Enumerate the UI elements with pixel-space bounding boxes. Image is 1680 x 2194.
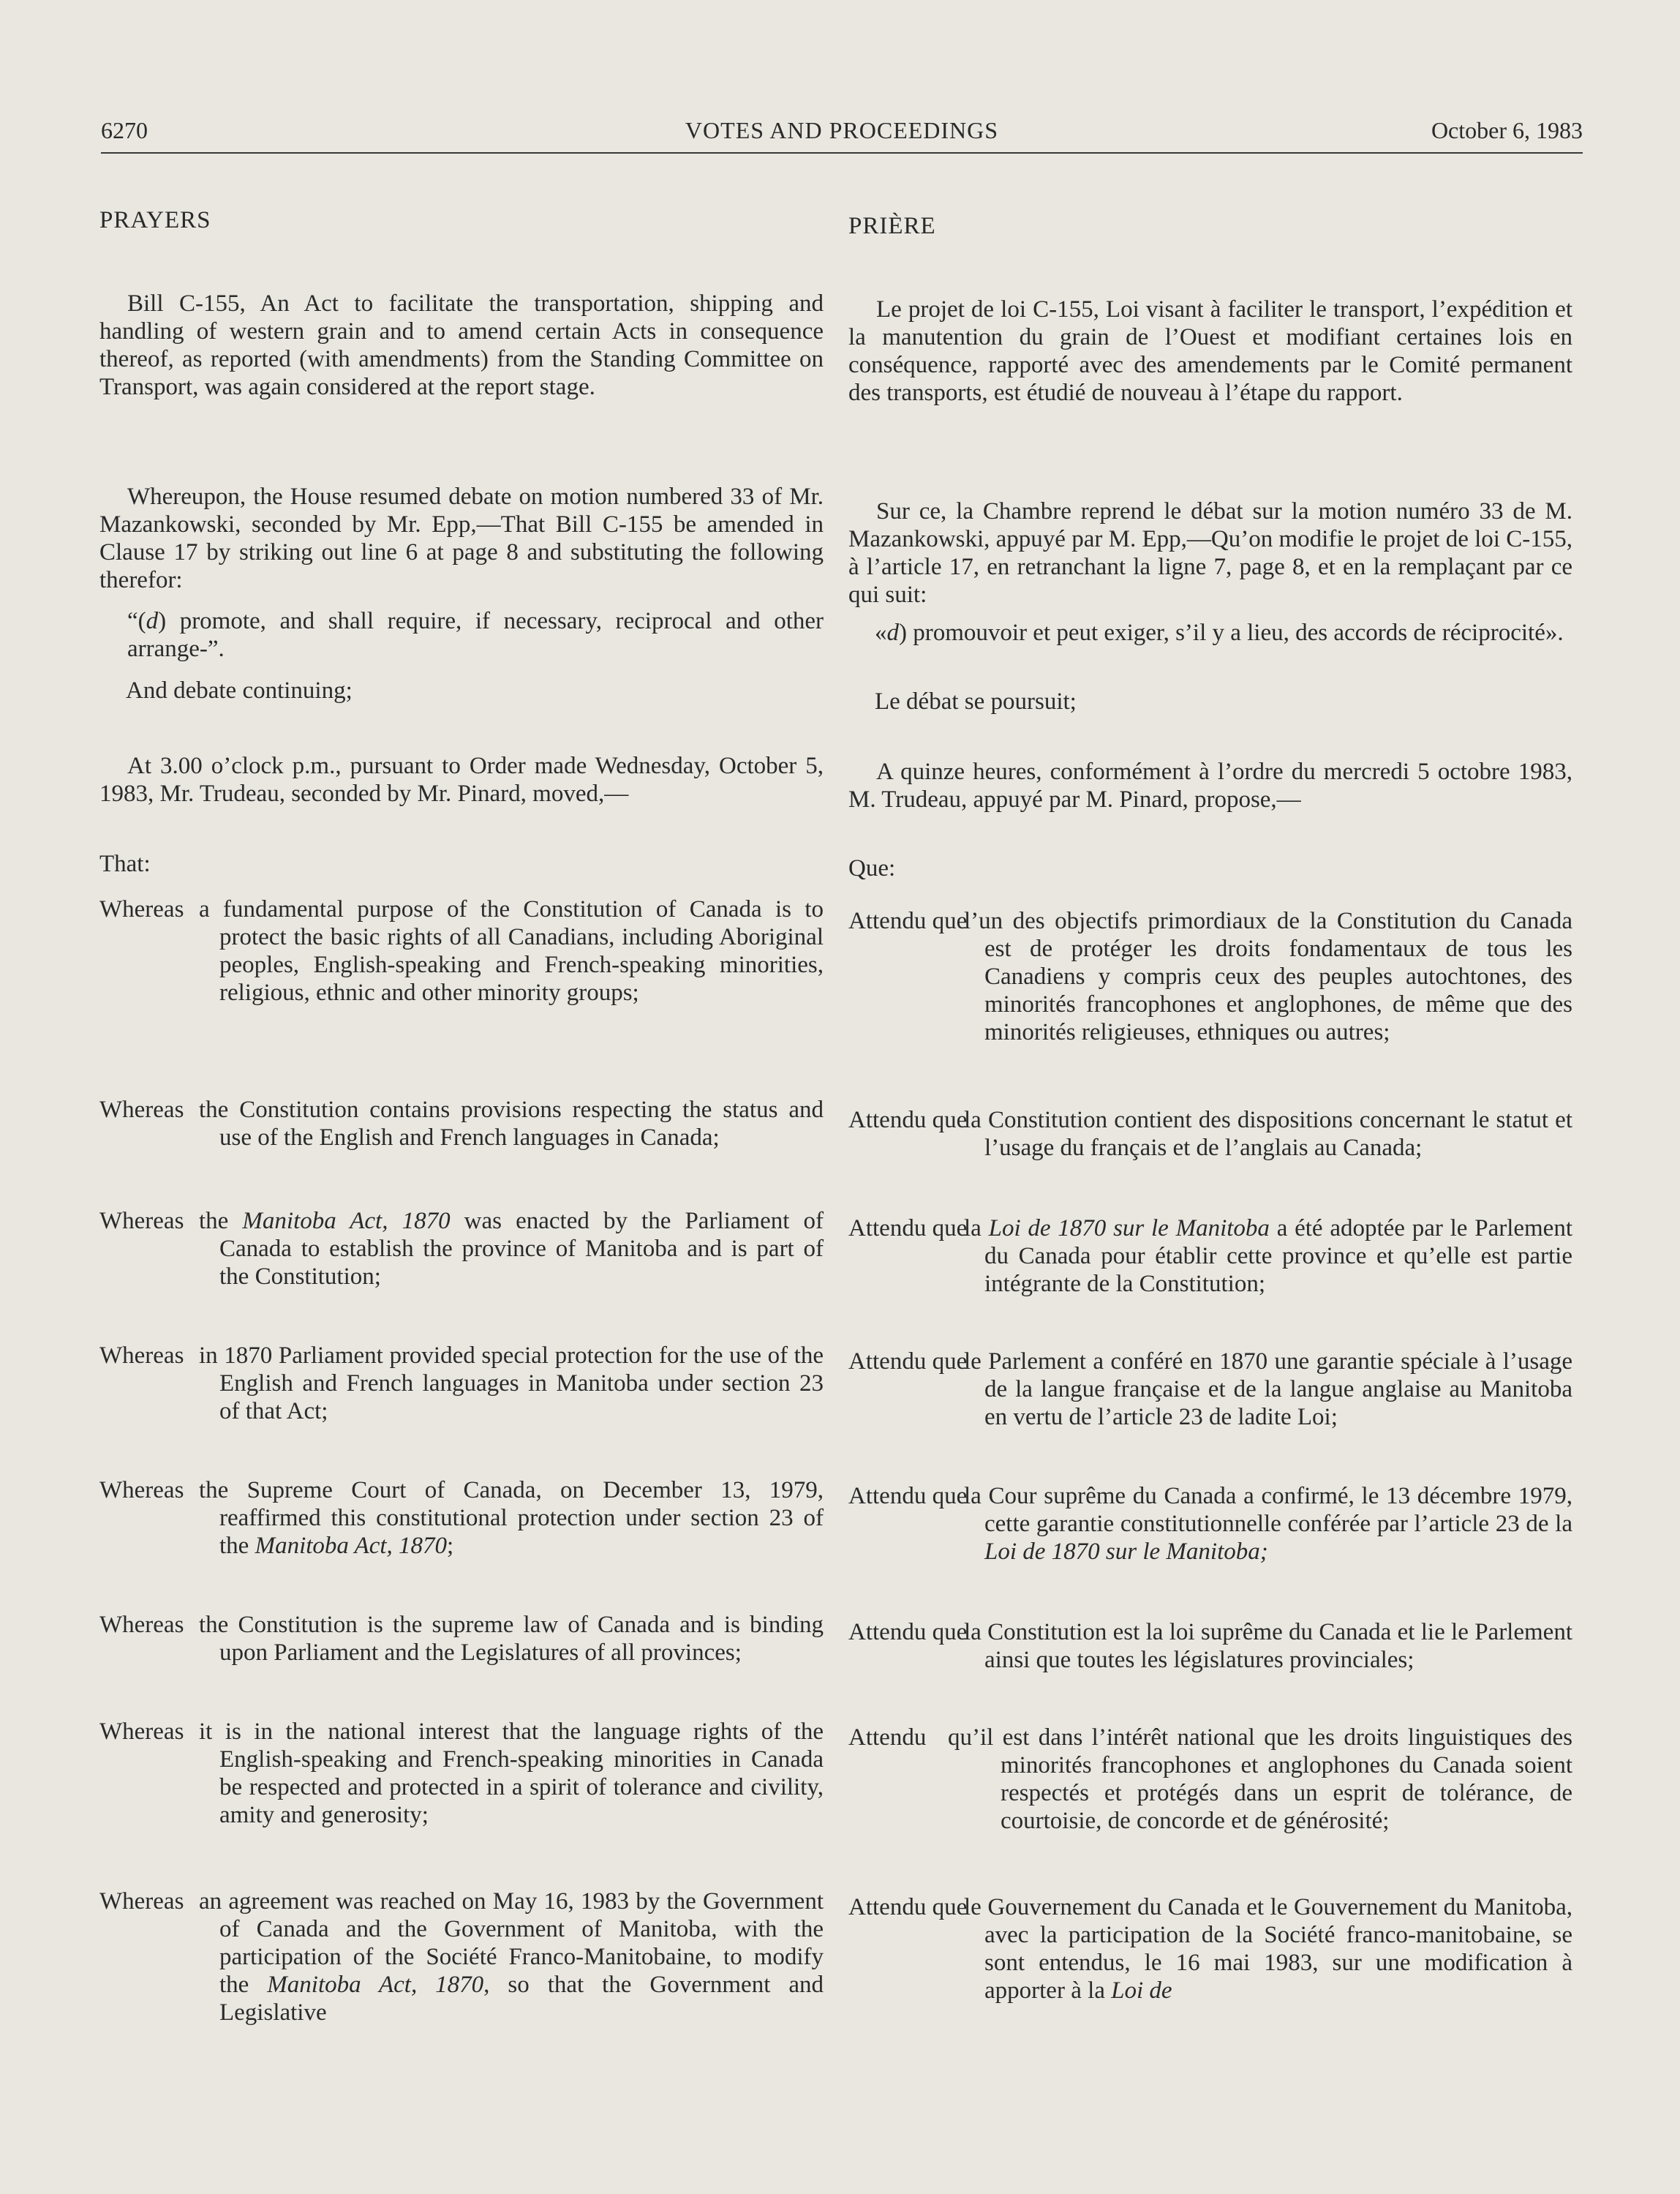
header-date: October 6, 1983 — [1431, 117, 1583, 143]
page-number: 6270 — [101, 117, 148, 143]
whereupon-paragraph: Whereupon, the House resumed debate on motion numbered 33 of Mr. Mazankowski, seconded by Mr. Epp,—That Bill C-155 be amended in Clause 17 by striking out line 6 at page 8 and substituting the following therefor: — [99, 484, 824, 593]
whereupon-paragraph-fr: Sur ce, la Chambre reprend le débat sur la motion numéro 33 de M. Mazankowski, appuyé par M. Epp,—Qu’on modifie le projet de loi C-155, à l’article 17, en retranchant la ligne 7, page 8, et en la remplaçant par ce qui suit: — [848, 498, 1572, 608]
section-heading-fr: PRIÈRE — [848, 213, 936, 239]
running-title: VOTES AND PROCEEDINGS — [685, 117, 999, 143]
that-label: That: — [99, 851, 151, 877]
order-paragraph: At 3.00 o’clock p.m., pursuant to Order made Wednesday, October 5, 1983, Mr. Trudeau, seconded by Mr. Pinard, moved,— — [99, 753, 824, 807]
que-label: Que: — [848, 855, 896, 882]
bill-paragraph-fr: Le projet de loi C-155, Loi visant à faciliter le transport, l’expédition et la manutention du grain de l’Ouest et modifiant certaines lois en conséquence, rapporté avec des amendements par le Comité permanent des transports, est étudié de nouveau à l’étape du rapport. — [848, 296, 1572, 406]
order-paragraph-fr: A quinze heures, conformément à l’ordre du mercredi 5 octobre 1983, M. Trudeau, appuyé par M. Pinard, propose,— — [848, 759, 1572, 813]
whereas-keyword: Whereas — [99, 896, 184, 923]
amendment-quote: “(d) promote, and shall require, if necessary, reciprocal and other arrange-”. — [127, 608, 824, 662]
section-heading: PRAYERS — [99, 207, 211, 233]
debate-continuing: And debate continuing; — [126, 677, 353, 704]
bill-paragraph: Bill C-155, An Act to facilitate the transportation, shipping and handling of western grain and to amend certain Acts in consequence thereof, as reported (with amendments) from the Standing Committee on Transport, was again considered at the report stage. — [99, 290, 824, 400]
debate-continuing-fr: Le débat se poursuit; — [875, 688, 1077, 715]
amendment-quote-fr: «d) promouvoir et peut exiger, s’il y a lieu, des accords de réciprocité». — [875, 620, 1564, 646]
page-header — [101, 116, 1583, 154]
